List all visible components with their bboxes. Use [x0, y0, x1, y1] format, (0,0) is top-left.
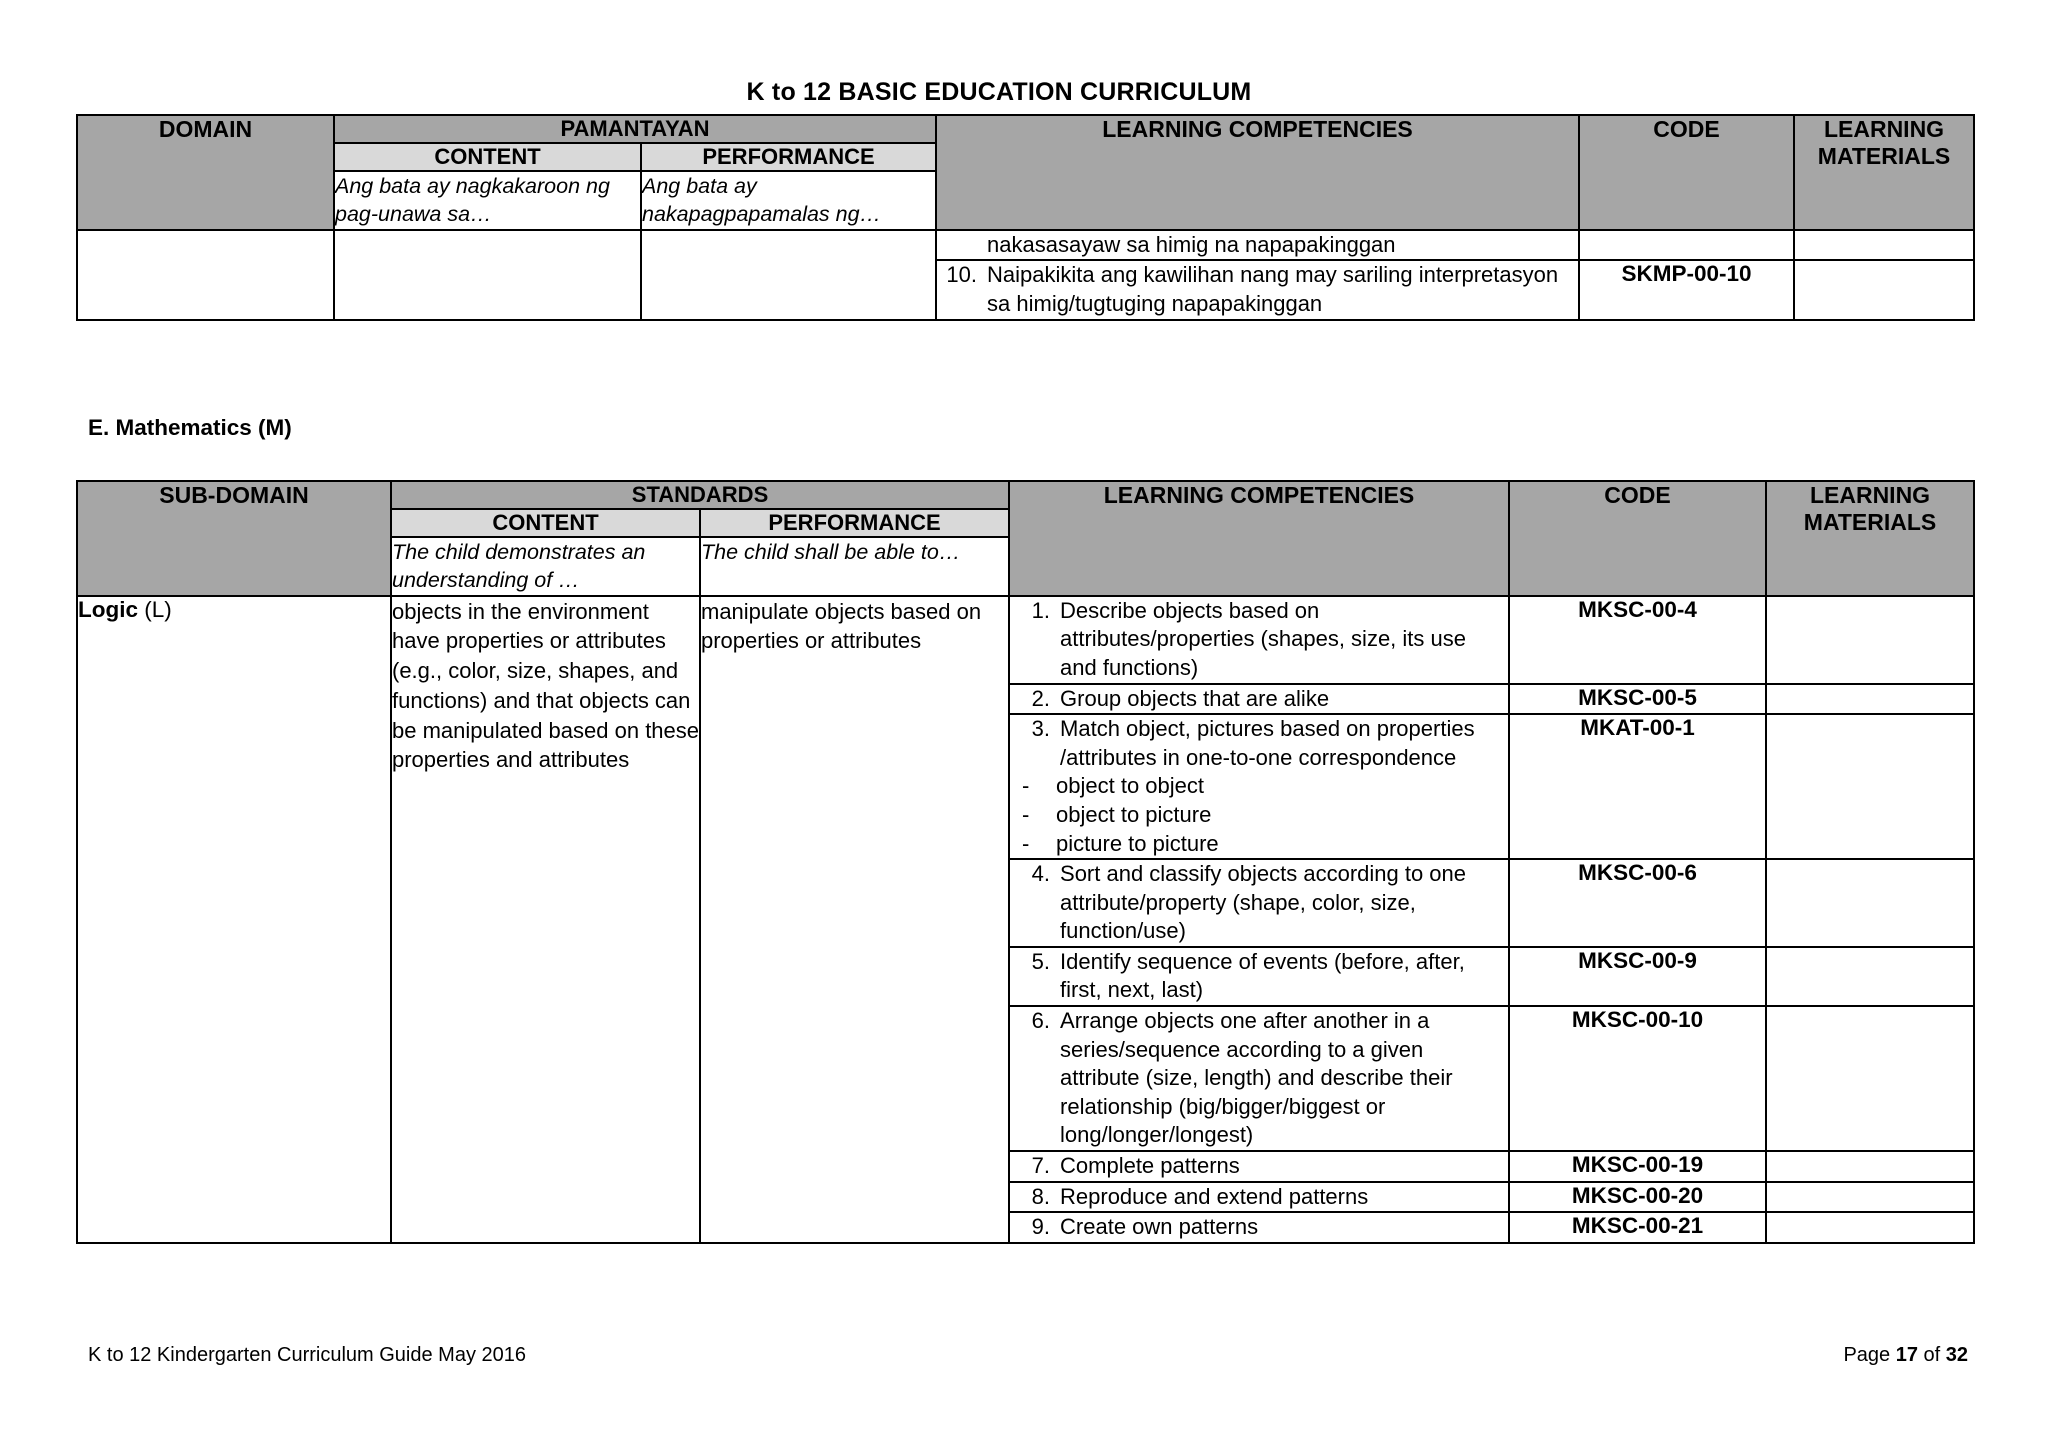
code-cell: MKSC-00-19 — [1509, 1151, 1766, 1182]
footer-page-prefix: Page — [1843, 1344, 1896, 1366]
header-domain: DOMAIN — [77, 115, 334, 230]
content-standard-cell: objects in the environment have properties or attributes (e.g., color, size, shapes, and functions) and that objects can be manipulated based on these properties and attributes — [391, 596, 700, 1243]
competency-cell — [936, 230, 1579, 261]
header-performance: PERFORMANCE — [641, 143, 936, 171]
code-cell — [1579, 230, 1794, 261]
competency-text: Sort and classify objects according to one attribute/property (shape, color, size, function/use) — [1060, 861, 1467, 944]
sub-domain-name: Logic — [78, 596, 138, 622]
competency-number: 2. — [1031, 685, 1051, 711]
competency-cell — [1009, 1212, 1509, 1243]
competency-cell — [1009, 947, 1509, 1006]
competency-text: Group objects that are alike — [1060, 685, 1330, 711]
competency-text: Match object, pictures based on properties /attributes in one-to-one correspondence — [1060, 716, 1475, 770]
competency-cell — [1009, 684, 1509, 715]
sub-item-text: picture to picture — [1056, 830, 1219, 856]
table-header-row — [77, 481, 1974, 509]
competency-text: Create own patterns — [1060, 1214, 1259, 1240]
header-learning-competencies: LEARNING COMPETENCIES — [936, 115, 1579, 230]
header-code: CODE — [1509, 481, 1766, 596]
competency-text: Naipakikita ang kawilihan nang may sariling interpretasyon sa himig/tugtuging napapakinggan — [987, 262, 1559, 316]
competency-cell — [1009, 714, 1509, 859]
materials-cell — [1794, 230, 1974, 261]
code-cell: MKAT-00-1 — [1509, 714, 1766, 859]
content-standard-description: Ang bata ay nagkakaroon ng pag-unawa sa… — [334, 171, 641, 230]
header-performance: PERFORMANCE — [700, 509, 1009, 537]
content-standard-description: The child demonstrates an understanding of … — [391, 537, 700, 596]
competency-number: 4. — [1031, 861, 1051, 887]
materials-cell — [1766, 1182, 1974, 1213]
code-cell: MKSC-00-9 — [1509, 947, 1766, 1006]
curriculum-table-sining — [76, 114, 1975, 321]
sub-domain-abbrev: (L) — [144, 596, 172, 622]
performance-standard-description: The child shall be able to… — [700, 537, 1009, 596]
footer-page-number — [1843, 1344, 1968, 1367]
competency-number: 1. — [1031, 597, 1051, 623]
code-cell: MKSC-00-5 — [1509, 684, 1766, 715]
domain-cell-empty — [77, 230, 334, 320]
competency-cell — [936, 260, 1579, 319]
competency-cell — [1009, 1182, 1509, 1213]
header-content: CONTENT — [334, 143, 641, 171]
header-sub-domain: SUB-DOMAIN — [77, 481, 391, 596]
materials-cell — [1766, 1212, 1974, 1243]
footer-page-middle: of — [1917, 1344, 1946, 1366]
materials-cell — [1766, 859, 1974, 947]
footer-page-current: 17 — [1895, 1344, 1918, 1366]
table-header-row — [77, 115, 1974, 143]
competency-number: 6. — [1031, 1008, 1051, 1034]
materials-cell — [1766, 1151, 1974, 1182]
materials-cell — [1766, 947, 1974, 1006]
competency-number: 3. — [1031, 716, 1051, 742]
list-item — [1010, 830, 1508, 859]
performance-standard-description: Ang bata ay nakapagpapamalas ng… — [641, 171, 936, 230]
competency-number: 9. — [1031, 1214, 1051, 1240]
materials-cell — [1766, 714, 1974, 859]
footer-page-total: 32 — [1945, 1344, 1968, 1366]
header-learning-materials: LEARNING MATERIALS — [1766, 481, 1974, 596]
competency-text: nakasasayaw sa himig na napapakinggan — [987, 231, 1396, 257]
page-title: K to 12 BASIC EDUCATION CURRICULUM — [746, 78, 1252, 106]
footer-document-title: K to 12 Kindergarten Curriculum Guide May 2016 — [88, 1344, 527, 1366]
code-cell: MKSC-00-20 — [1509, 1182, 1766, 1213]
performance-standard-cell: manipulate objects based on properties or attributes — [700, 596, 1009, 1243]
header-content: CONTENT — [391, 509, 700, 537]
code-cell: MKSC-00-4 — [1509, 596, 1766, 684]
competency-cell — [1009, 859, 1509, 947]
competency-text: Complete patterns — [1060, 1153, 1240, 1179]
code-cell: SKMP-00-10 — [1579, 260, 1794, 319]
materials-cell — [1794, 260, 1974, 319]
competency-text: Describe objects based on attributes/properties (shapes, size, its use and functions) — [1060, 597, 1466, 680]
competency-text: Arrange objects one after another in a series/sequence according to a given attribute (size, length) and describe their relationship (big/bigger/biggest or long/longer/longest) — [1060, 1008, 1453, 1148]
table-row — [77, 230, 1974, 261]
dash-bullet-icon: - — [1022, 773, 1030, 799]
code-cell: MKSC-00-10 — [1509, 1006, 1766, 1151]
competency-cell — [1009, 1151, 1509, 1182]
competency-cell — [1009, 1006, 1509, 1151]
header-learning-materials: LEARNING MATERIALS — [1794, 115, 1974, 230]
list-item — [1010, 772, 1508, 801]
materials-cell — [1766, 596, 1974, 684]
dash-bullet-icon: - — [1022, 801, 1030, 827]
competency-number: 7. — [1031, 1153, 1051, 1179]
sub-item-text: object to picture — [1056, 801, 1212, 827]
competency-sub-items — [1010, 772, 1508, 858]
section-heading-mathematics: E. Mathematics (M) — [88, 415, 292, 440]
competency-number: 5. — [1031, 948, 1051, 974]
header-pamantayan: PAMANTAYAN — [334, 115, 936, 143]
sub-item-text: object to object — [1056, 773, 1204, 799]
competency-text: Reproduce and extend patterns — [1060, 1183, 1369, 1209]
code-cell: MKSC-00-6 — [1509, 859, 1766, 947]
header-learning-competencies: LEARNING COMPETENCIES — [1009, 481, 1509, 596]
sub-domain-cell — [77, 596, 391, 1243]
dash-bullet-icon: - — [1022, 830, 1030, 856]
materials-cell — [1766, 684, 1974, 715]
competency-cell — [1009, 596, 1509, 684]
materials-cell — [1766, 1006, 1974, 1151]
code-cell: MKSC-00-21 — [1509, 1212, 1766, 1243]
performance-cell-empty — [641, 230, 936, 320]
content-cell-empty — [334, 230, 641, 320]
competency-number: 8. — [1031, 1183, 1051, 1209]
table-row — [77, 596, 1974, 684]
competency-text: Identify sequence of events (before, after, first, next, last) — [1060, 948, 1465, 1003]
header-code: CODE — [1579, 115, 1794, 230]
competency-number: 10. — [946, 262, 978, 288]
list-item — [1010, 801, 1508, 830]
header-standards: STANDARDS — [391, 481, 1009, 509]
curriculum-table-mathematics — [76, 480, 1975, 1244]
